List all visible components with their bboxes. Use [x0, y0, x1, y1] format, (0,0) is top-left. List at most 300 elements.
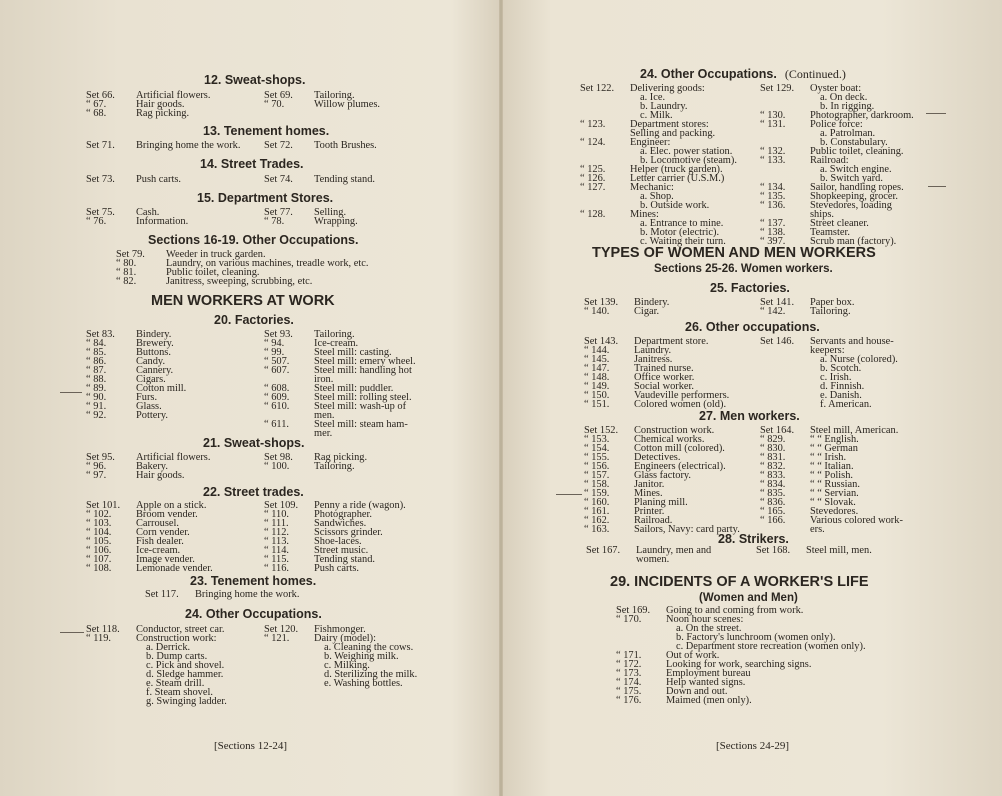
entry-text: Stevedores.	[810, 506, 859, 517]
entry-text: Cigars.	[136, 374, 166, 385]
set-number: “ 131.	[760, 119, 786, 130]
set-number: “ 829.	[760, 434, 786, 445]
section-heading: 25. Factories.	[710, 281, 790, 295]
section-heading: 24. Other Occupations.	[185, 607, 322, 621]
list-item	[86, 348, 261, 357]
set-number: “ 103.	[86, 518, 112, 529]
pencil-mark	[556, 494, 582, 495]
list-item	[264, 462, 444, 471]
set-number: “ 154.	[584, 443, 610, 454]
set-number: “ 94.	[264, 338, 285, 349]
entry-text: “ “ Irish.	[810, 452, 847, 463]
set-number	[580, 192, 630, 201]
entry-column	[584, 298, 759, 316]
entry-text: “ “ Servian.	[810, 488, 859, 499]
entry-text: “ “ German	[810, 443, 858, 454]
entry-text: Planing mill.	[634, 497, 688, 508]
entry-column	[86, 175, 261, 184]
set-number: “ 90.	[86, 392, 107, 403]
set-number: “ 610.	[264, 401, 290, 412]
set-number: “ 100.	[264, 461, 290, 472]
entry-text: Helper (truck garden).	[630, 164, 723, 175]
entry-text: mer.	[314, 428, 333, 439]
list-item	[86, 384, 261, 393]
section-heading: Sections 16-19. Other Occupations.	[148, 233, 359, 247]
set-number: “ 151.	[584, 399, 610, 410]
entry-text: b. Scotch.	[820, 363, 862, 374]
entry-text: Hair goods.	[136, 470, 185, 481]
entry-text: g. Swinging ladder.	[146, 696, 227, 707]
entry-text: d. Sledge hammer.	[146, 669, 224, 680]
entry-text: b. Switch yard.	[820, 173, 883, 184]
set-number: “ 104.	[86, 527, 112, 538]
entry-text: Colored women (old).	[634, 399, 727, 410]
entry-text: Public toilet, cleaning.	[810, 146, 904, 157]
list-item	[264, 366, 454, 375]
entry-text: c. Milk.	[640, 110, 673, 121]
set-number: “ 135.	[760, 191, 786, 202]
set-number: “ 128.	[580, 209, 606, 220]
set-number: “ 89.	[86, 383, 107, 394]
set-number: “ 125.	[580, 164, 606, 175]
entry-text: “ “ Polish.	[810, 470, 854, 481]
list-item	[584, 337, 759, 346]
set-number: “ 99.	[264, 347, 285, 358]
set-number: “ 84.	[86, 338, 107, 349]
set-number: “ 130.	[760, 110, 786, 121]
list-item	[586, 555, 761, 564]
set-number	[86, 688, 136, 697]
entry-text: men.	[314, 410, 335, 421]
set-number: “ 124.	[580, 137, 606, 148]
entry-text: f. Steam shovel.	[146, 687, 213, 698]
set-number: Set 120.	[264, 624, 299, 635]
set-number: “ 86.	[86, 356, 107, 367]
entry-text: Street cleaner.	[810, 218, 869, 229]
entry-text: Department store.	[634, 336, 709, 347]
set-number: Set 79.	[116, 249, 145, 260]
entry-text: Selling and packing.	[630, 128, 716, 139]
set-number: “ 140.	[584, 306, 610, 317]
entry-column	[86, 208, 261, 226]
entry-text: Janitor.	[634, 479, 665, 490]
entry-text: b. Factory's lunchroom (women only).	[676, 632, 836, 643]
entry-text: Down and out.	[666, 686, 728, 697]
entry-text: Shoe-laces.	[314, 536, 362, 547]
entry-text: Steel mill, American.	[810, 425, 899, 436]
entry-text: Servants and house-	[810, 336, 894, 347]
section-heading: 27. Men workers.	[699, 409, 800, 423]
entry-column	[760, 337, 940, 409]
entry-text: Out of work.	[666, 650, 720, 661]
set-number: “ 107.	[86, 554, 112, 565]
entry-column	[580, 84, 760, 246]
entry-text: Railroad:	[810, 155, 849, 166]
entry-text: Photographer, darkroom.	[810, 110, 914, 121]
entry-text: Janitress.	[634, 354, 673, 365]
entry-text: Fishmonger.	[314, 624, 366, 635]
section-heading: 26. Other occupations.	[685, 320, 820, 334]
list-item	[756, 546, 936, 555]
entry-text: Stevedores, loading	[810, 200, 892, 211]
list-item	[760, 444, 960, 453]
entry-column	[264, 141, 444, 150]
entry-text: a. Elec. power station.	[640, 146, 733, 157]
entry-text: Noon hour scenes:	[666, 614, 744, 625]
section-heading-text: 24. Other Occupations.	[640, 67, 777, 81]
entry-text: e. Washing bottles.	[324, 678, 403, 689]
set-number: Set 69.	[264, 90, 293, 101]
entry-text: Cannery.	[136, 365, 174, 376]
entry-text: Bakery.	[136, 461, 168, 472]
set-number: “ 112.	[264, 527, 290, 538]
set-number: Set 71.	[86, 140, 115, 151]
entry-column	[756, 546, 936, 555]
entry-text: Lemonade vender.	[136, 563, 213, 574]
set-number: “ 76.	[86, 216, 107, 227]
incidents-heading: 29. INCIDENTS OF A WORKER'S LIFE	[610, 574, 869, 590]
pencil-mark	[60, 392, 82, 393]
list-item	[760, 453, 960, 462]
entry-text: Mines.	[634, 488, 663, 499]
entry-text: Steel mill: puddler.	[314, 383, 394, 394]
set-number: “ 608.	[264, 383, 290, 394]
entry-text: Scrub man (factory).	[810, 236, 897, 247]
set-number: “ 834.	[760, 479, 786, 490]
entry-text: Steel mill: casting.	[314, 347, 392, 358]
list-item	[760, 471, 960, 480]
set-number: “ 170.	[616, 614, 642, 625]
entry-text: Engineer:	[630, 137, 671, 148]
list-item	[584, 307, 759, 316]
list-item	[264, 679, 454, 688]
set-number: Set 109.	[264, 500, 299, 511]
set-number: “ 70.	[264, 99, 285, 110]
set-number: “ 119.	[86, 633, 112, 644]
entry-text: Paper box.	[810, 297, 855, 308]
entry-text: Artificial flowers.	[136, 90, 211, 101]
set-number: Set 167.	[586, 545, 621, 556]
list-item	[86, 411, 261, 420]
set-number: Set 168.	[756, 545, 791, 556]
set-number: “ 67.	[86, 99, 107, 110]
entry-text: Oyster boat:	[810, 83, 862, 94]
entry-text: “ “ English.	[810, 434, 859, 445]
list-item	[760, 498, 960, 507]
entry-text: Vaudeville performers.	[634, 390, 730, 401]
entry-text: Office worker.	[634, 372, 695, 383]
set-number: Set 83.	[86, 329, 115, 340]
set-number: “ 78.	[264, 216, 285, 227]
list-item	[580, 84, 760, 93]
set-number: Set 66.	[86, 90, 115, 101]
entry-text: e. Steam drill.	[146, 678, 205, 689]
entry-text: Laundry, men and	[636, 545, 712, 556]
entry-column	[264, 91, 444, 109]
pencil-mark	[926, 113, 946, 114]
set-number: “ 159.	[584, 488, 610, 499]
entry-text: d. Finnish.	[820, 381, 865, 392]
set-number: “ 157.	[584, 470, 610, 481]
entry-text: Tailoring.	[314, 90, 355, 101]
set-number: “ 108.	[86, 563, 112, 574]
list-item	[760, 480, 960, 489]
entry-text: Ice-cream.	[314, 338, 359, 349]
entry-text: Tailoring.	[314, 461, 355, 472]
set-number	[264, 652, 314, 661]
list-item	[86, 471, 261, 480]
set-number: “ 127.	[580, 182, 606, 193]
set-number: “ 105.	[86, 536, 112, 547]
list-item	[264, 175, 444, 184]
list-item	[760, 307, 940, 316]
entry-text: f. American.	[820, 399, 872, 410]
set-number	[580, 147, 630, 156]
list-item	[86, 453, 261, 462]
entry-text: e. Danish.	[820, 390, 862, 401]
entry-column	[86, 625, 261, 706]
entry-text: Information.	[136, 216, 189, 227]
section-heading: 21. Sweat-shops.	[203, 436, 305, 450]
list-item	[264, 564, 454, 573]
set-number: “ 165.	[760, 506, 786, 517]
entry-column	[264, 330, 454, 438]
set-number: “ 158.	[584, 479, 610, 490]
continued-note: (Continued.)	[784, 67, 846, 81]
entry-text: d. Sterilizing the milk.	[324, 669, 418, 680]
set-number: “ 507.	[264, 356, 290, 367]
entry-text: Tending stand.	[314, 554, 376, 565]
list-item	[760, 337, 940, 346]
set-number	[86, 670, 136, 679]
set-number	[760, 364, 810, 373]
set-number: Set 118.	[86, 624, 120, 635]
set-number: “ 145.	[584, 354, 610, 365]
set-number: “ 162.	[584, 515, 610, 526]
entry-text: b. Laundry.	[640, 101, 688, 112]
entry-text: Sailors, Navy: card party.	[634, 524, 740, 535]
entry-text: a. On deck.	[820, 92, 868, 103]
list-item	[760, 219, 960, 228]
set-number: “ 166.	[760, 515, 786, 526]
section-heading: 15. Department Stores.	[197, 191, 334, 205]
set-number	[86, 679, 136, 688]
entry-column	[616, 606, 946, 705]
set-number: “ 150.	[584, 390, 610, 401]
list-item	[616, 615, 946, 624]
set-number: “ 175.	[616, 686, 642, 697]
list-item	[116, 277, 446, 286]
entry-text: Police force:	[810, 119, 863, 130]
set-number	[580, 228, 630, 237]
set-number: “ 134.	[760, 182, 786, 193]
set-number: “ 85.	[86, 347, 107, 358]
entry-text: Rag picking.	[136, 108, 190, 119]
list-item	[86, 217, 261, 226]
entry-text: Glass.	[136, 401, 162, 412]
set-number	[264, 670, 314, 679]
entry-text: Steel mill: handling hot	[314, 365, 412, 376]
entry-column	[584, 426, 759, 534]
incidents-subheading: (Women and Men)	[699, 592, 798, 604]
set-number: “ 156.	[584, 461, 610, 472]
set-number: Set 117.	[145, 589, 179, 600]
set-number: “ 147.	[584, 363, 610, 374]
entry-column	[145, 590, 375, 599]
set-number: “ 138.	[760, 227, 786, 238]
set-number: “ 607.	[264, 365, 290, 376]
list-item	[760, 525, 960, 534]
entry-text: Various colored work-	[810, 515, 903, 526]
list-item	[760, 201, 960, 210]
entry-text: Bringing home the work.	[136, 140, 241, 151]
entry-text: Brewery.	[136, 338, 174, 349]
entry-text: Buttons.	[136, 347, 171, 358]
entry-text: Maimed (men only).	[666, 695, 752, 706]
entry-text: a. Shop.	[640, 191, 674, 202]
entry-text: Glass factory.	[634, 470, 692, 481]
entry-column	[584, 337, 759, 409]
entry-text: “ “ Slovak.	[810, 497, 856, 508]
entry-column	[86, 91, 261, 118]
list-item	[86, 564, 261, 573]
set-number: “ 96.	[86, 461, 107, 472]
set-number: “ 91.	[86, 401, 107, 412]
section-heading: 12. Sweat-shops.	[204, 73, 306, 87]
entry-column	[264, 625, 454, 688]
set-number: “ 173.	[616, 668, 642, 679]
set-number: Set 74.	[264, 174, 293, 185]
set-number: “ 113.	[264, 536, 290, 547]
list-item	[86, 339, 261, 348]
set-number: Set 98.	[264, 452, 293, 463]
set-number	[264, 679, 314, 688]
set-number: “ 114.	[264, 545, 290, 556]
entry-text: Fish dealer.	[136, 536, 184, 547]
entry-text: Apple on a stick.	[136, 500, 207, 511]
entry-text: Conductor, street car.	[136, 624, 225, 635]
section-heading: 13. Tenement homes.	[203, 124, 330, 138]
entry-text: Rag picking.	[314, 452, 368, 463]
set-number: “ 106.	[86, 545, 112, 556]
entry-text: Candy.	[136, 356, 166, 367]
entry-text: Cotton mill (colored).	[634, 443, 725, 454]
set-number: “ 171.	[616, 650, 642, 661]
entry-column	[116, 250, 446, 286]
entry-text: Janitress, sweeping, scrubbing, etc.	[166, 276, 313, 287]
set-number: “ 611.	[264, 419, 290, 430]
set-number	[586, 555, 636, 564]
entry-text: a. Switch engine.	[820, 164, 892, 175]
list-item	[86, 393, 261, 402]
entry-text: a. On the street.	[676, 623, 742, 634]
list-item	[584, 498, 759, 507]
set-number: “ 102.	[86, 509, 112, 520]
entry-text: b. Motor (electric).	[640, 227, 720, 238]
set-number: “ 835.	[760, 488, 786, 499]
entry-column	[86, 501, 261, 573]
set-number: Set 75.	[86, 207, 115, 218]
page-footer: [Sections 12-24]	[214, 740, 288, 752]
list-item	[86, 109, 261, 118]
set-number	[264, 643, 314, 652]
entry-text: Ice-cream.	[136, 545, 181, 556]
set-number	[580, 219, 630, 228]
set-number: “ 832.	[760, 461, 786, 472]
entry-column	[86, 141, 261, 150]
set-number: Set 141.	[760, 297, 795, 308]
set-number: Set 93.	[264, 329, 293, 340]
section-heading: 22. Street trades.	[203, 485, 304, 499]
entry-text: b. Locomotive (steam).	[640, 155, 737, 166]
list-item	[760, 147, 960, 156]
list-item	[760, 426, 960, 435]
entry-text: Dairy (model):	[314, 633, 377, 644]
set-number: “ 81.	[116, 267, 137, 278]
set-number	[580, 102, 630, 111]
entry-text: a. Ice.	[640, 92, 666, 103]
set-number: Set 139.	[584, 297, 619, 308]
entry-column	[264, 175, 444, 184]
entry-text: b. Weighing milk.	[324, 651, 399, 662]
list-item	[264, 420, 454, 429]
entry-text: c. Irish.	[820, 372, 852, 383]
entry-text: Push carts.	[136, 174, 182, 185]
entry-text: b. In rigging.	[820, 101, 875, 112]
entry-text: a. Cleaning the cows.	[324, 642, 414, 653]
set-number: “ 172.	[616, 659, 642, 670]
entry-text: Tailoring.	[314, 329, 355, 340]
entry-column	[264, 501, 454, 573]
entry-text: Selling.	[314, 207, 347, 218]
entry-text: Bindery.	[634, 297, 670, 308]
entry-text: Laundry.	[634, 345, 672, 356]
list-item	[760, 435, 960, 444]
list-item	[616, 696, 946, 705]
entry-text: c. Milking.	[324, 660, 370, 671]
list-item	[584, 471, 759, 480]
set-number: “ 830.	[760, 443, 786, 454]
set-number: “ 88.	[86, 374, 107, 385]
entry-text: Printer.	[634, 506, 665, 517]
entry-column	[86, 453, 261, 480]
entry-text: women.	[636, 554, 670, 565]
set-number: Set 73.	[86, 174, 115, 185]
entry-text: Steel mill: rolling steel.	[314, 392, 412, 403]
set-number	[86, 661, 136, 670]
list-item	[584, 480, 759, 489]
set-number: “ 87.	[86, 365, 107, 376]
set-number: Set 101.	[86, 500, 121, 511]
set-number	[264, 661, 314, 670]
list-item	[264, 100, 444, 109]
set-number: “ 137.	[760, 218, 786, 229]
set-number: Set 129.	[760, 83, 795, 94]
list-item	[86, 357, 261, 366]
entry-text: Steel mill, men.	[806, 545, 872, 556]
set-number: “ 836.	[760, 497, 786, 508]
entry-column	[86, 330, 261, 420]
list-item	[760, 516, 960, 525]
entry-text: Detectives.	[634, 452, 681, 463]
set-number: “ 132.	[760, 146, 786, 157]
list-item	[580, 129, 760, 138]
set-number: “ 174.	[616, 677, 642, 688]
entry-text: a. Derrick.	[146, 642, 191, 653]
section-heading: 14. Street Trades.	[200, 157, 304, 171]
entry-text: Chemical works.	[634, 434, 705, 445]
set-number: “ 123.	[580, 119, 606, 130]
